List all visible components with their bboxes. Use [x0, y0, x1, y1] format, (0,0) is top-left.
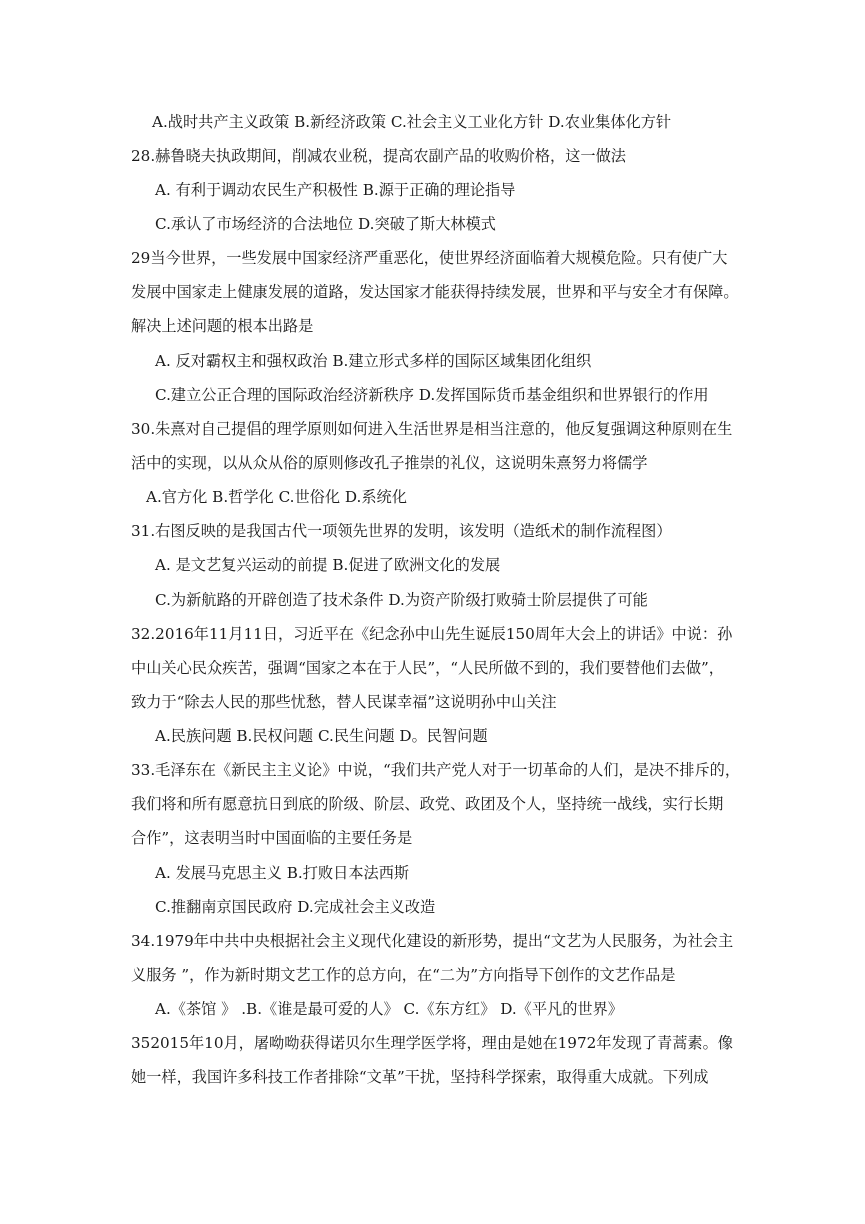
q35-stem-line2: 她一样，我国许多科技工作者排除“文革”干扰，坚持科学探索，取得重大成就。下列成 — [131, 1068, 709, 1086]
q29-options-ab: A. 反对霸权主和强权政治 B.建立形式多样的国际区域集团化组织 — [155, 352, 592, 370]
q33-stem-line2: 我们将和所有愿意抗日到底的阶级、阶层、政党、政团及个人，坚持统一战线，实行长期 — [131, 795, 724, 813]
q30-stem-line1: 30.朱熹对自己提倡的理学原则如何进入生活世界是相当注意的，他反复强调这种原则在生 — [131, 420, 733, 438]
q29-stem-line3: 解决上述问题的根本出路是 — [131, 317, 314, 335]
q32-options: A.民族问题 B.民权问题 C.民生问题 D。民智问题 — [155, 727, 488, 745]
q32-stem-line1: 32.2016年11月11日，习近平在《纪念孙中山先生诞辰150周年大会上的讲话》中说：孙 — [131, 625, 733, 643]
q33-options-ab: A. 发展马克思主义 B.打败日本法西斯 — [155, 864, 410, 882]
q29-stem-line2: 发展中国家走上健康发展的道路，发达国家才能获得持续发展，世界和平与安全才有保障。 — [131, 283, 739, 301]
q29-options-cd: C.建立公正合理的国际政治经济新秩序 D.发挥国际货币基金组织和世界银行的作用 — [155, 386, 709, 404]
q31-options-ab: A. 是文艺复兴运动的前提 B.促进了欧洲文化的发展 — [155, 556, 501, 574]
q32-stem-line2: 中山关心民众疾苦，强调“国家之本在于人民”，“人民所做不到的，我们要替他们去做”， — [131, 659, 724, 677]
q31-options-cd: C.为新航路的开辟创造了技术条件 D.为资产阶级打败骑士阶层提供了可能 — [155, 591, 648, 609]
q33-stem-line1: 33.毛泽东在《新民主主义论》中说，“我们共产党人对于一切革命的人们，是决不排斥的， — [131, 761, 741, 779]
q31-stem: 31.右图反映的是我国古代一项领先世界的发明，该发明（造纸术的制作流程图） — [131, 522, 672, 540]
q28-options-ab: A. 有利于调动农民生产积极性 B.源于正确的理论指导 — [155, 181, 516, 199]
q28-stem: 28.赫鲁晓夫执政期间，削减农业税，提高农副产品的收购价格，这一做法 — [131, 147, 626, 165]
q35-stem-line1: 352015年10月，屠呦呦获得诺贝尔生理学医学将，理由是她在1972年发现了青蒿素。像 — [131, 1034, 733, 1052]
q34-options: A.《茶馆 》 .B.《谁是最可爱的人》 C.《东方红》 D.《平凡的世界》 — [155, 1000, 623, 1018]
q30-options: A.官方化 B.哲学化 C.世俗化 D.系统化 — [146, 488, 407, 506]
q34-stem-line2: 义服务 ”，作为新时期文艺工作的总方向，在“二为”方向指导下创作的文艺作品是 — [131, 966, 676, 984]
q28-options-cd: C.承认了市场经济的合法地位 D.突破了斯大林模式 — [155, 215, 496, 233]
q32-stem-line3: 致力于“除去人民的那些忧愁，替人民谋幸福”这说明孙中山关注 — [131, 693, 557, 711]
q27-options: A.战时共产主义政策 B.新经济政策 C.社会主义工业化方针 D.农业集体化方针 — [152, 113, 672, 131]
q33-stem-line3: 合作”，这表明当时中国面临的主要任务是 — [131, 829, 413, 847]
q33-options-cd: C.推翻南京国民政府 D.完成社会主义改造 — [155, 898, 436, 916]
q29-stem-line1: 29当今世界，一些发展中国家经济严重恶化，使世界经济面临着大规模危险。只有使广大 — [131, 249, 728, 267]
q30-stem-line2: 活中的实现，以从众从俗的原则修改孔子推崇的礼仪，这说明朱熹努力将儒学 — [131, 454, 648, 472]
q34-stem-line1: 34.1979年中共中央根据社会主义现代化建设的新形势，提出“文艺为人民服务，为社会主 — [131, 932, 734, 950]
